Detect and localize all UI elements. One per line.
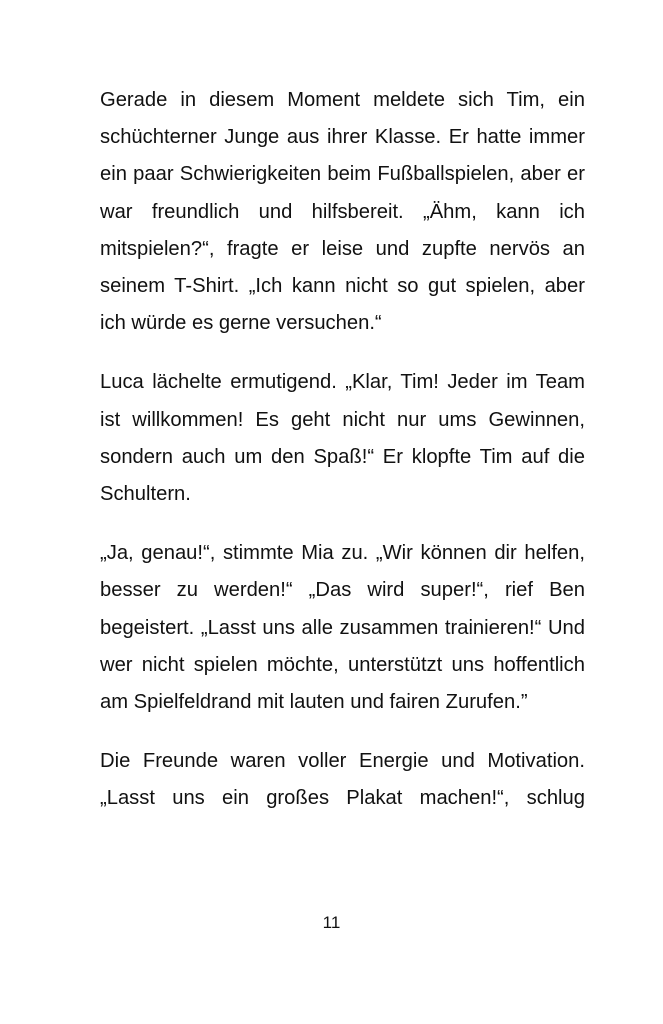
page-number: 11: [322, 913, 341, 932]
paragraph-mia-ben-agree: „Ja, genau!“, stimmte Mia zu. „Wir können dir helfen, besser zu werden!“ „Das wird super!“, rief Ben begeistert. „Lasst uns alle zusammen trainieren!“ Und wer nicht spielen möchte, unterstützt uns hoffentlich am Spielfeldrand mit lauten und fairen Zurufen.”: [100, 542, 585, 714]
paragraph-friends-motivated: Die Freunde waren voller Energie und Motivation. „Lasst uns ein großes Plakat machen!“, schlug: [100, 750, 585, 810]
paragraph-tim-asks: Gerade in diesem Moment meldete sich Tim, ein schüchterner Junge aus ihrer Klasse. Er hatte immer ein paar Schwierigkeiten beim Fußballspielen, aber er war freundlich und hilfsbereit. „Ähm, kann ich mitspielen?“, fragte er leise und zupfte nervös an seinem T-Shirt. „Ich kann nicht so gut spielen, aber ich würde es gerne versuchen.“: [100, 89, 585, 335]
paragraph-luca-welcomes: Luca lächelte ermutigend. „Klar, Tim! Jeder im Team ist willkommen! Es geht nicht nur ums Gewinnen, sondern auch um den Spaß!“ Er klopfte Tim auf die Schultern.: [100, 371, 585, 506]
body-text: [100, 82, 585, 840]
